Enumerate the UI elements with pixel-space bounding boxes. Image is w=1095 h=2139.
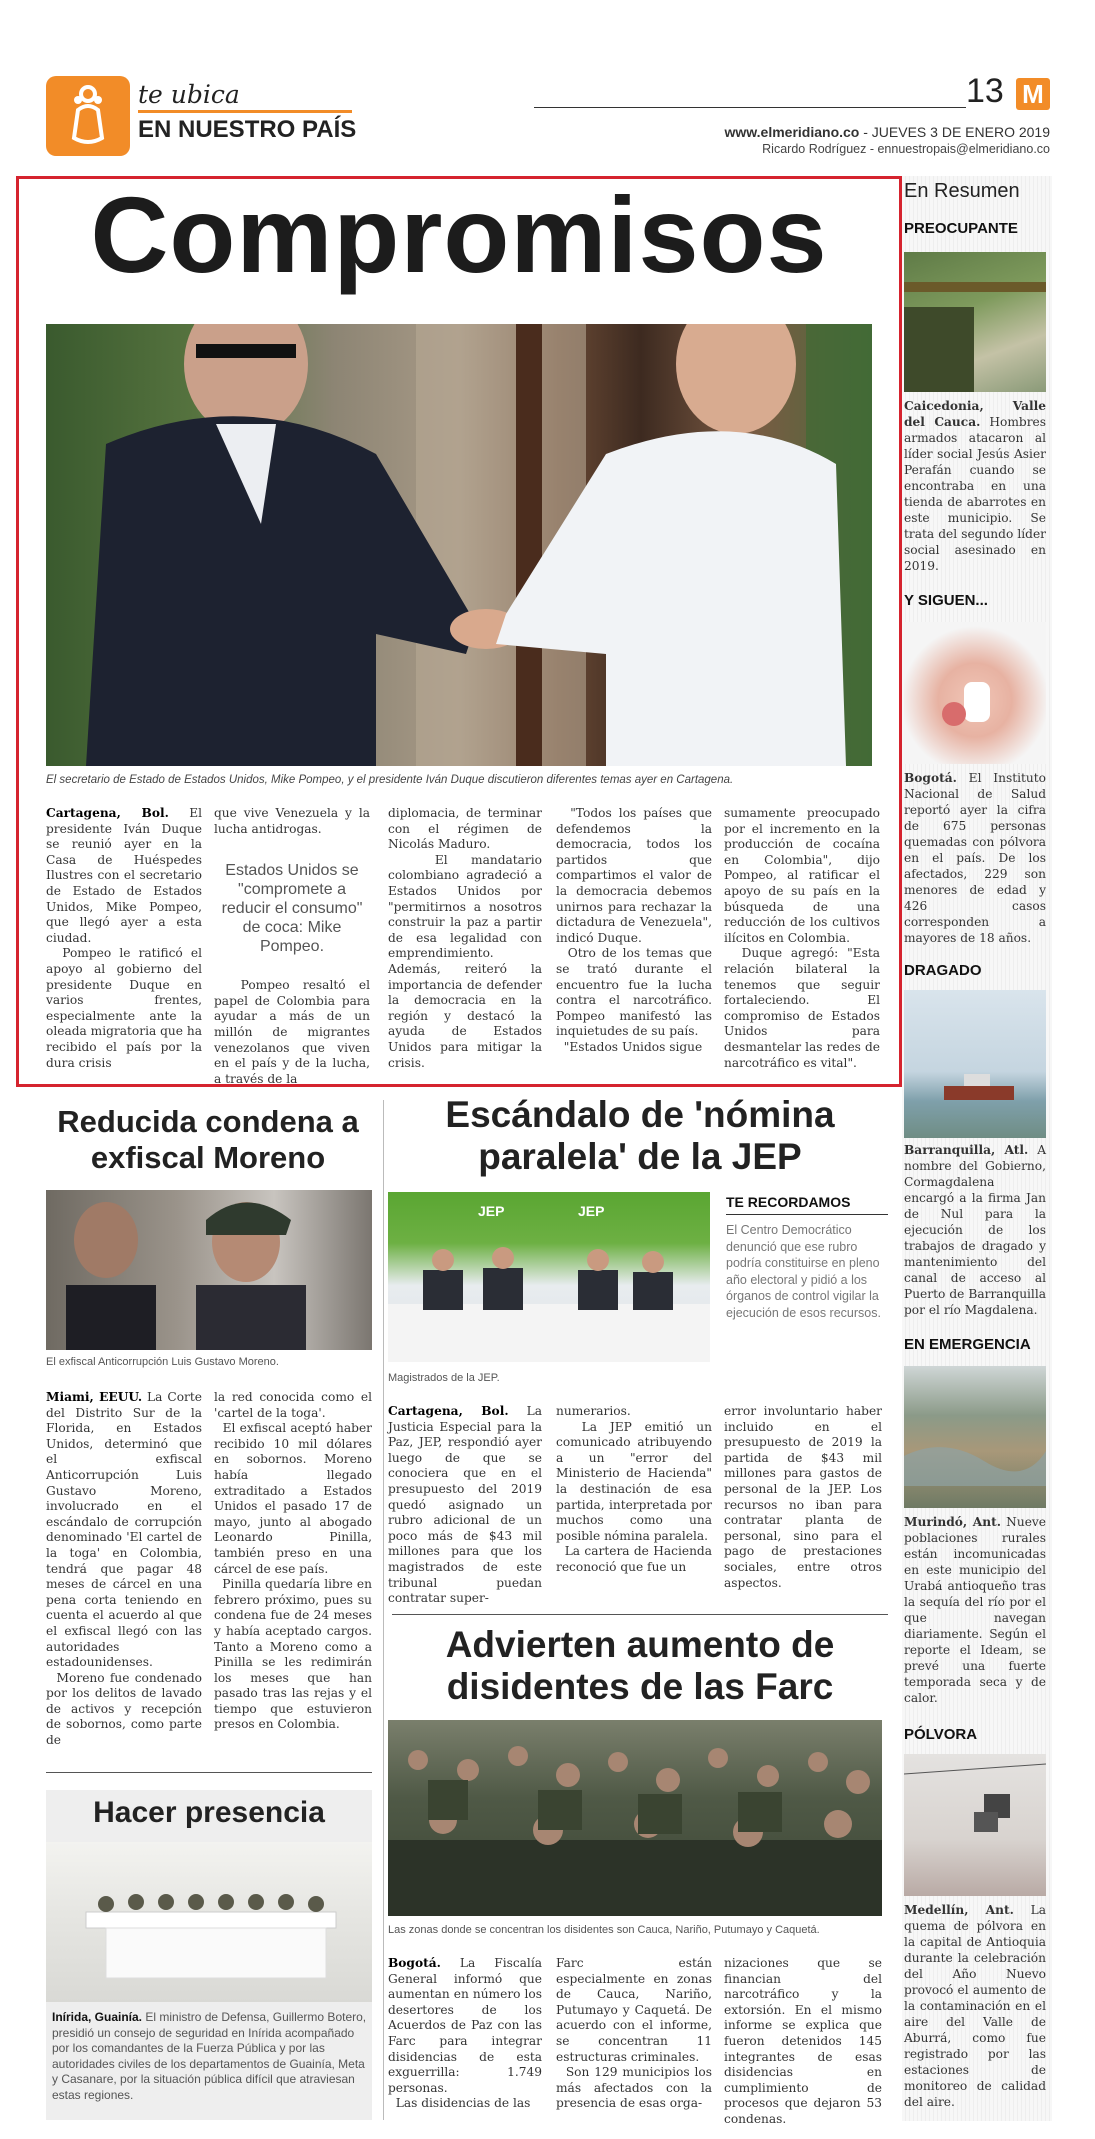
section-logo	[46, 76, 130, 156]
sidebar-item-5-lead: Medellín, Ant.	[904, 1903, 1014, 1917]
main-col-5b-text: Duque agregó: "Esta relación bilateral la tenemos que seguir fortaleciendo. El compromiso de Estados Unidos para desmantelar las redes de narcotráfico es vital".	[724, 946, 880, 1070]
main-col-2b-text: Pompeo resaltó el papel de Colombia para ayudar a más de un millón de migrantes venezolanos que viven en el país y de la lucha, a través de la	[214, 978, 370, 1086]
farc-col-2	[556, 1956, 712, 2112]
sidebar-heading-1: PREOCUPANTE	[904, 220, 1018, 237]
jep-dateline: Cartagena, Bol.	[388, 1404, 509, 1418]
sidebar-photo-cablecar	[904, 1754, 1046, 1896]
meeting-illustration	[46, 1842, 372, 2002]
jep-aside-rule	[726, 1214, 888, 1215]
main-col-5a-text: sumamente preocupado por el incremento en la producción de cocaína en Colombia", dijo Pompeo, al ratificar el apoyo de su país en la búsqueda de una reducción de los cultivos ilícitos en Colombia.	[724, 806, 880, 945]
sidebar-item-2-lead: Bogotá.	[904, 771, 957, 785]
jep-photo	[388, 1192, 710, 1362]
sidebar-item-4-text	[904, 1514, 1046, 1706]
main-col-4b-text: Otro de los temas que se trató durante el encuentro fue la lucha contra el narcotráfico. Pompeo manifestó las inquietudes de su país.	[556, 946, 712, 1039]
presencia-top-rule	[46, 1772, 372, 1773]
sidebar-item-3-lead: Barranquilla, Atl.	[904, 1143, 1029, 1157]
main-col-2	[214, 806, 370, 1087]
rifle-illustration	[904, 252, 1046, 392]
sidebar-heading-2: Y SIGUEN...	[904, 592, 988, 609]
moreno-col-1-text: La Corte del Distrito Sur de la Florida, en Estados Unidos, determinó que el exfiscal Anticorrupción Luis Gustavo Moreno, involucrado en el escándalo de corrupción denominado 'El cartel de la toga' en Colombia, tendrá que pagar 48 meses de cárcel en una pena corta teniendo en cuenta el acuerdo al que el exfiscal llegó con las autoridades estadounidenses.	[46, 1390, 202, 1670]
main-col-3	[388, 806, 542, 1071]
jep-col-1	[388, 1404, 542, 1607]
section-underline	[138, 110, 352, 113]
jep-aside-title: TE RECORDAMOS	[726, 1194, 851, 1210]
moreno-col-2c-text: Pinilla quedaría libre en febrero próximo, pues su condena fue de 24 meses y había aceptado cargos. Tanto a Moreno como a Pinilla se les redimirán los meses que han pasado tras las rejas y el tiempo que estuvieron presos en Colombia.	[214, 1577, 372, 1732]
main-col-5	[724, 806, 880, 1071]
sidebar-item-4-body: Nueve poblaciones rurales están incomunicadas en este municipio del Urabá antioqueño tras la sequía del río por el que navegan diariamente. Según el reporte el Ideam, se prevé una fuerte temporada seca y de calor.	[904, 1515, 1047, 1705]
presencia-headline: Hacer presencia	[93, 1796, 325, 1829]
moreno-illustration	[46, 1190, 372, 1350]
main-col-2a-text: que vive Venezuela y la lucha antidrogas.	[214, 806, 370, 836]
section-subtitle: te ubica	[138, 80, 240, 109]
jep-illustration	[388, 1192, 710, 1362]
sidebar-photo-hand	[904, 622, 1046, 764]
farc-photo	[388, 1720, 882, 1916]
jep-col-2b-text: La JEP emitió un comunicado atribuyendo a un "error del Ministerio de Hacienda" la destinación de esa partida, interpretada por muchos como una posible nómina paralela.	[556, 1419, 713, 1543]
sidebar-item-1-body: Hombres armados atacaron al líder social Jesús Asier Perafán cuando se encontraba en una tienda de abarrotes en este municipio. Se trata del segundo líder social asesinado en 2019.	[904, 415, 1046, 573]
farc-dateline: Bogotá.	[388, 1956, 441, 1970]
ship-illustration	[904, 990, 1046, 1138]
jep-col-2	[556, 1404, 712, 1576]
farc-top-rule	[392, 1614, 888, 1615]
moreno-col-2	[214, 1390, 372, 1733]
moreno-dateline: Miami, EEUU.	[46, 1390, 143, 1404]
sidebar-photo-dredge	[904, 990, 1046, 1138]
section-title: EN NUESTRO PAÍS	[138, 116, 357, 143]
sidebar-item-1-text	[904, 398, 1046, 574]
presencia-dateline: Inírida, Guainía.	[52, 2010, 143, 2024]
sidebar-item-1-lead: Caicedonia, Valle del Cauca.	[904, 399, 1046, 429]
main-photo-caption: El secretario de Estado de Estados Unidos, Mike Pompeo, y el presidente Iván Duque discutieron diferentes temas ayer en Cartagena.	[46, 774, 734, 786]
main-dateline: Cartagena, Bol.	[46, 806, 169, 820]
svg-text:JEP: JEP	[578, 1203, 605, 1219]
farc-headline: Advierten aumento de disidentes de las Farc	[445, 1624, 835, 1707]
moreno-caption: El exfiscal Anticorrupción Luis Gustavo Moreno.	[46, 1356, 279, 1368]
jep-col-2c-text: La cartera de Hacienda reconoció que fue un	[556, 1544, 712, 1574]
farc-col-3-text: nizaciones que se financian del narcotráfico y la extorsión. En el mismo informe se explica que fueron detenidos 145 integrantes de esas disidencias en cumplimiento de procesos que dejaron 53 condenas.	[724, 1956, 882, 2126]
moreno-photo	[46, 1190, 372, 1350]
sidebar-item-5-text	[904, 1902, 1046, 2110]
sidebar-photo-rifle	[904, 252, 1046, 392]
main-col-3b-text: El mandatario colombiano agradeció a Estados Unidos por "permitirnos a nosotros construir la paz a partir de esa legalidad con emprendimiento. Además, reiteró la importancia de defender la democracia en la región y destacó la ayuda de Estados Unidos para mitigar la crisis.	[388, 852, 542, 1070]
bandage-illustration	[904, 622, 1046, 764]
main-col-4c-text: "Estados Unidos sigue	[563, 1039, 703, 1054]
dateline	[600, 124, 1050, 140]
presencia-text	[52, 2010, 368, 2103]
column-divider	[383, 1100, 384, 2120]
jep-caption: Magistrados de la JEP.	[388, 1372, 500, 1384]
main-col-3a-text: diplomacia, de terminar con el régimen de Nicolás Maduro.	[388, 806, 542, 852]
jep-aside-text: El Centro Democrático denunció que ese rubro podría constituirse en pleno año electoral y pidió a los órganos de control vigilar la ejecución de esos recursos.	[726, 1223, 881, 1320]
main-col-1b-text: Pompeo le ratificó el apoyo al gobierno del presidente Duque en varios frentes, especialmente ante la oleada migratoria que ha recibido el país por la dura crisis	[46, 946, 202, 1070]
farc-col-2b-text: Son 129 municipios los más afectados con la presencia de esas orga-	[556, 2065, 712, 2111]
main-col-4a-text: "Todos los países que defendemos la democracia, todos los partidos que compartimos el valor de la democracia debemos unirnos para rechazar la dictadura de Venezuela", indicó Duque.	[556, 806, 713, 945]
author-line: Ricardo Rodríguez - ennuestropais@elmeridiano.co	[762, 142, 1050, 156]
sidebar-heading-5: PÓLVORA	[904, 1726, 978, 1743]
handshake-photo	[46, 324, 872, 766]
farc-col-1-text: La Fiscalía General informó que aumentan en número los desertores de los Acuerdos de Paz con las Farc para integrar disidencias de esta exguerrilla: 1.749 personas.	[388, 1956, 542, 2095]
sidebar-item-3-text	[904, 1142, 1046, 1318]
brand-logo: M	[1016, 78, 1050, 110]
moreno-headline: Reducida condena a exfiscal Moreno	[57, 1104, 359, 1175]
moreno-col-1	[46, 1390, 202, 1749]
jep-col-3	[724, 1404, 882, 1591]
jep-headline: Escándalo de 'nómina paralela' de la JEP	[445, 1094, 835, 1177]
header-rule	[534, 107, 966, 108]
moreno-col-1b-text: Moreno fue condenado por los delitos de lavado de activos y recepción de sobornos, como parte de	[46, 1670, 202, 1748]
sidebar-photo-river	[904, 1366, 1046, 1508]
jep-col-2a-text: numerarios.	[556, 1404, 631, 1418]
page-number: 13	[966, 72, 1004, 110]
sidebar-item-2-body: El Instituto Nacional de Salud reportó ayer la cifra de 675 personas quemadas con pólvora en el país. De los afectados, 229 son menores de edad y 426 casos corresponden a mayores de 18 años.	[904, 771, 1046, 945]
dateline-date: - JUEVES 3 DE ENERO 2019	[859, 124, 1050, 140]
sidebar-item-3-body: A nombre del Gobierno, Cormagdalena encargó a la firma Jan de Nul para la ejecución de los trabajos de dragado y mantenimiento del canal de acceso al Puerto de Barranquilla por el río Magdalena.	[904, 1143, 1046, 1317]
svg-text:JEP: JEP	[478, 1203, 505, 1219]
rook-icon	[46, 76, 130, 156]
sidebar-item-4-lead: Murindó, Ant.	[904, 1515, 1001, 1529]
sidebar-item-5-body: La quema de pólvora en la capital de Antioquia durante la celebración del Año Nuevo provocó el aumento de la contaminación en el aire del Valle de Aburrá, como fue registrado por las estaciones de monitoreo de calidad del aire.	[904, 1903, 1046, 2109]
crowd-illustration	[388, 1720, 882, 1916]
farc-col-2a-text: Farc están especialmente en zonas de Cauca, Nariño, Putumayo y Caquetá. De acuerdo con el informe, se concentran 11 estructuras criminales.	[556, 1956, 712, 2064]
presencia-body: El ministro de Defensa, Guillermo Botero, presidió un consejo de seguridad en Inírida acompañado por los comandantes de la Fuerza Pública y por las autoridades civiles de los departamentos de Guainía, Meta y Casanare, por la situación pública difícil que atraviesan estas regiones.	[52, 2010, 367, 2102]
sidebar-item-2-text	[904, 770, 1046, 946]
jep-col-1-text: La Justicia Especial para la Paz, JEP, respondió ayer luego de que se conociera que en el presupuesto del 2019 quedó asignado un rubro adicional de un poco más de $43 mil millones para que los magistrados de este tribunal puedan contratar super-	[388, 1404, 542, 1606]
sidebar-title: En Resumen	[904, 180, 1020, 202]
moreno-col-2a-text: la red conocida como el 'cartel de la toga'.	[214, 1390, 372, 1420]
farc-col-1	[388, 1956, 542, 2112]
sidebar-heading-4: EN EMERGENCIA	[904, 1336, 1031, 1353]
pull-quote: Estados Unidos se "compromete a reducir el consumo" de coca: Mike Pompeo.	[221, 862, 363, 956]
sidebar-heading-3: DRAGADO	[904, 962, 982, 979]
main-title: Compromisos	[90, 174, 828, 295]
dateline-site[interactable]: www.elmeridiano.co	[724, 124, 860, 140]
farc-col-1b-text: Las disidencias de las	[395, 2096, 531, 2111]
farc-col-3	[724, 1956, 882, 2128]
moreno-col-2b-text: El exfiscal aceptó haber recibido 10 mil dólares en sobornos. Moreno había llegado extraditado a Estados Unidos el pasado 17 de mayo, junto al abogado Leonardo Pinilla, también preso en una cárcel de ese país.	[214, 1421, 372, 1576]
main-col-1	[46, 806, 202, 1071]
main-col-4	[556, 806, 712, 1056]
river-illustration	[904, 1366, 1046, 1508]
handshake-illustration	[46, 324, 872, 766]
farc-caption: Las zonas donde se concentran los disidentes son Cauca, Nariño, Putumayo y Caquetá.	[388, 1924, 820, 1936]
main-col-1-text: El presidente Iván Duque se reunió ayer en la Casa de Huéspedes Ilustres con el secretario de Estado de Estados Unidos, Mike Pompeo, que llegó ayer a esta ciudad.	[46, 806, 202, 945]
jep-col-3-text: error involuntario haber incluido en el presupuesto de 2019 la partida de $43 mil millones para gastos de personal de la JEP. Los recursos no iban para contratar planta de personal, sino para el pago de prestaciones sociales, entre otros aspectos.	[724, 1404, 882, 1590]
presencia-photo	[46, 1842, 372, 2002]
cablecar-illustration	[904, 1754, 1046, 1896]
